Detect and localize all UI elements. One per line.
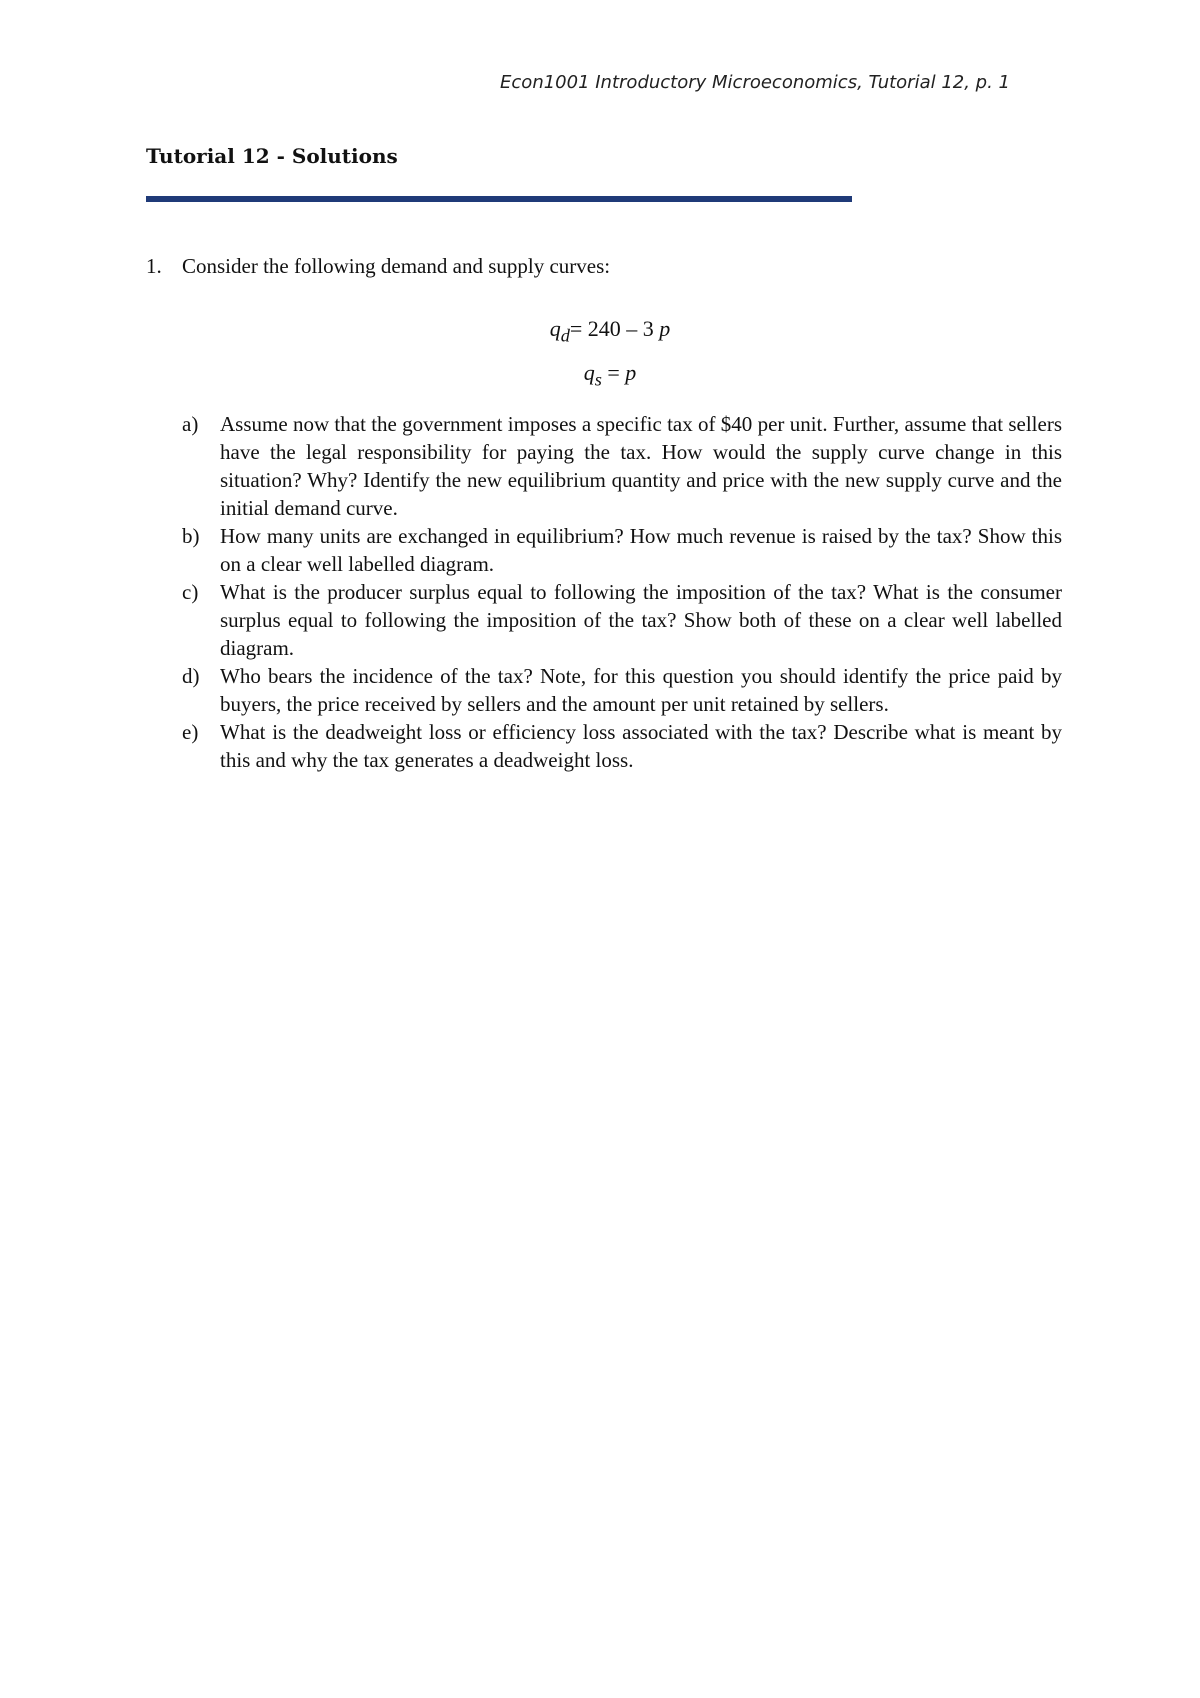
part-label: e) (182, 720, 199, 744)
demand-rhs: = 240 – 3 (569, 316, 660, 341)
part-label: a) (182, 412, 199, 436)
supply-price-var: p (625, 360, 637, 386)
question-prompt: Consider the following demand and supply curves: (182, 254, 611, 278)
part-text: What is the producer surplus equal to following the imposition of the tax? What is the consumer surplus equal to following the imposition of the tax? Show both of these on a clear well labelled diagram. (220, 580, 1062, 660)
demand-qty-var: q (549, 316, 561, 341)
part-a (182, 410, 1062, 522)
part-text: Assume now that the government imposes a specific tax of $40 per unit. Further, assume that sellers have the legal responsibility for paying the tax. How would the supply curve change in this situation? Why? Identify the new equilibrium quantity and price with the new supply curve and the initial demand curve. (220, 412, 1062, 520)
part-e (182, 718, 1062, 774)
part-c (182, 578, 1062, 662)
demand-subscript: d (560, 325, 570, 346)
title-divider (146, 196, 852, 202)
part-text: Who bears the incidence of the tax? Note, for this question you should identify the price paid by buyers, the price received by sellers and the amount per unit retained by sellers. (220, 664, 1062, 716)
supply-rhs: = (601, 360, 626, 386)
supply-subscript: s (594, 369, 602, 390)
question-number: 1. (146, 254, 162, 278)
part-d (182, 662, 1062, 718)
supply-qty-var: q (583, 360, 595, 386)
question-parts (182, 410, 1062, 774)
part-text: How many units are exchanged in equilibrium? How much revenue is raised by the tax? Show this on a clear well labelled diagram. (220, 524, 1062, 576)
part-label: b) (182, 524, 200, 548)
supply-equation (400, 354, 820, 398)
page-title: Tutorial 12 - Solutions (146, 144, 398, 168)
running-header: Econ1001 Introductory Microeconomics, Tutorial 12, p. 1 (500, 72, 1010, 93)
part-label: c) (182, 580, 199, 604)
equations-block (400, 310, 820, 399)
part-label: d) (182, 664, 200, 688)
demand-equation (400, 310, 820, 354)
part-b (182, 522, 1062, 578)
part-text: What is the deadweight loss or efficiency loss associated with the tax? Describe what is meant by this and why the tax generates a deadweight loss. (220, 720, 1062, 772)
demand-price-var: p (659, 316, 671, 341)
